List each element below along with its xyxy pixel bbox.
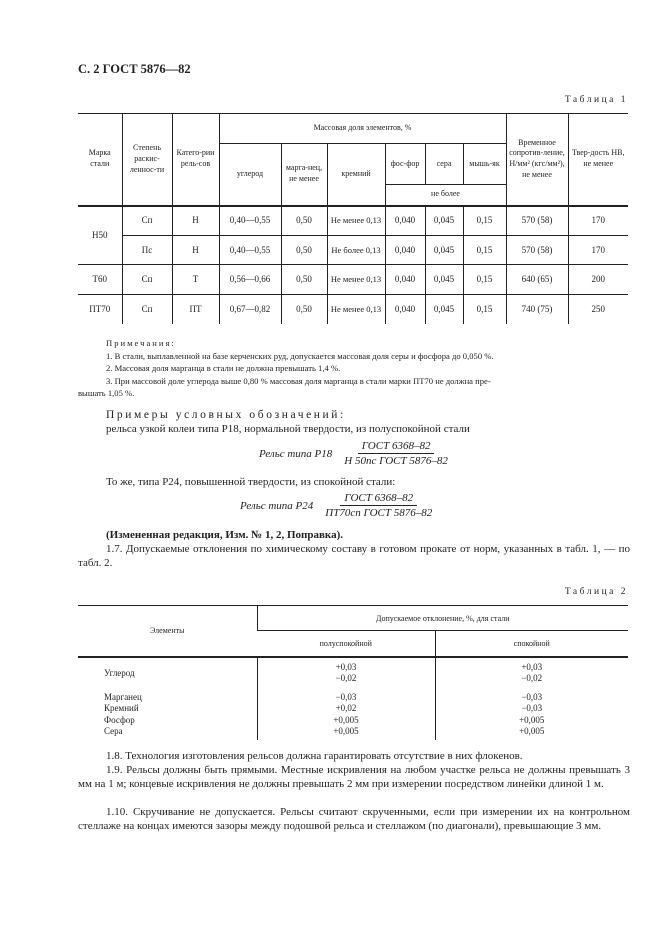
cell-si: Не менее 0,13: [327, 294, 385, 324]
table2-caption: Таблица 2: [564, 587, 628, 597]
cell-semi: +0,02: [257, 703, 435, 715]
cell-deox: Сп: [122, 206, 172, 236]
cell-p: 0,040: [385, 294, 425, 324]
cell-deox: Сп: [122, 294, 172, 324]
cell-as: 0,15: [463, 235, 506, 265]
designation-denominator: ПТ70сп ГОСТ 5876–82: [325, 507, 433, 519]
note-item: 1. В стали, выплавленной на базе керченских руд, допускается массовая доля серы и фосфора до 0,050 %.: [106, 350, 494, 361]
col-silicon: кремний: [327, 144, 385, 206]
cell-c: 0,56—0,66: [219, 265, 281, 295]
examples-title: Примеры условных обозначений:: [106, 409, 346, 421]
col-elements: Элементы: [78, 606, 257, 657]
cell-semi: −0,03: [257, 688, 435, 704]
cell-mn: 0,50: [281, 206, 327, 236]
cell-grade: Н50: [78, 206, 122, 265]
table-row: [78, 265, 628, 295]
revision-note: (Измененная редакция, Изм. № 1, 2, Поправка).: [106, 529, 343, 541]
table-row: [78, 703, 628, 715]
col-mass-fraction: Массовая доля элементов, %: [219, 114, 506, 144]
example1-text: рельса узкой колеи типа Р18, нормальной твердости, из полуспокойной стали: [106, 423, 470, 435]
cell-killed: −0,03: [435, 688, 628, 704]
example2-text: То же, типа Р24, повышенной твердости, из спокойной стали:: [106, 476, 396, 488]
cell-c: 0,40—0,55: [219, 235, 281, 265]
cell-cat: Т: [172, 265, 219, 295]
cell-element: Сера: [104, 726, 123, 736]
cell-grade: ПТ70: [78, 294, 122, 324]
col-phosphorus: фос-фор: [385, 144, 425, 185]
notes: [78, 337, 630, 400]
paragraph-1-7: 1.7. Допускаемые отклонения по химическому составу в готовом прокате от норм, указанных в табл. 1, — по табл. 2.: [78, 543, 630, 569]
col-arsenic: мышь-як: [463, 144, 506, 185]
col-sulfur: сера: [425, 144, 463, 185]
cell-deox: Сп: [122, 265, 172, 295]
cell-c: 0,40—0,55: [219, 206, 281, 236]
designation-label: Рельс типа Р18: [259, 447, 333, 460]
cell-p: 0,040: [385, 265, 425, 295]
cell-as: 0,15: [463, 265, 506, 295]
col-deviation: Допускаемое отклонение, %, для стали: [257, 606, 628, 631]
page-header: С. 2 ГОСТ 5876—82: [78, 62, 191, 76]
cell-cat: Н: [172, 235, 219, 265]
table1-caption: Таблица 1: [564, 95, 628, 105]
note-item: 2. Массовая доля марганца в стали не должна превышать 1,4 %.: [106, 363, 341, 373]
cell-hb: 170: [568, 235, 628, 265]
cell-str: 570 (58): [506, 206, 568, 236]
col-manganese: марга-нец, не менее: [281, 144, 327, 206]
cell-element: Кремний: [104, 703, 139, 713]
paragraph-1-9: 1.9. Рельсы должны быть прямыми. Местные искривления на любом участке рельса не должны превышать 3 мм на 1 м; концевые искривления не должны превышать 2 мм при измерении посредством линейки длиной 1 м.: [78, 764, 630, 790]
col-hardness: Твер-дость НВ, не менее: [568, 114, 628, 206]
col-strength: Временное сопротив-ление, Н/мм² (кгс/мм²), не менее: [506, 114, 568, 206]
cell-element: Марганец: [104, 691, 142, 702]
cell-cat: ПТ: [172, 294, 219, 324]
cell-p: 0,040: [385, 235, 425, 265]
cell-mn: 0,50: [281, 294, 327, 324]
paragraph-1-10: 1.10. Скручивание не допускается. Рельсы считают скрученными, если при измерении их на контрольном стеллаже на концах имеются зазоры между подошвой рельса и стеллажом (по диагонали), превышающие 3 мм.: [78, 806, 630, 832]
cell-deox: Пс: [122, 235, 172, 265]
designation-label: Рельс типа Р24: [240, 499, 314, 512]
cell-killed: −0,03: [435, 703, 628, 715]
cell-p: 0,040: [385, 206, 425, 236]
cell-str: 640 (65): [506, 265, 568, 295]
table-row: [78, 294, 628, 324]
designation-denominator: Н 50пс ГОСТ 5876–82: [344, 455, 448, 467]
cell-semi: +0,005: [257, 715, 435, 727]
col-grade: Марка стали: [78, 114, 122, 206]
table-row: [78, 688, 628, 704]
cell-semi: +0,03 −0,02: [257, 657, 435, 688]
col-carbon: углерод: [219, 144, 281, 206]
cell-s: 0,045: [425, 206, 463, 236]
cell-si: Не менее 0,13: [327, 265, 385, 295]
cell-element: Фосфор: [104, 714, 135, 725]
col-not-more: не более: [385, 185, 506, 206]
notes-title: Примечания:: [106, 338, 176, 348]
col-killed: спокойной: [435, 631, 628, 657]
table-row: [78, 657, 628, 688]
example1-designation: [259, 440, 452, 467]
cell-si: Не менее 0,13: [327, 206, 385, 236]
paragraph-1-8: 1.8. Технология изготовления рельсов должна гарантировать отсутствие в них флокенов.: [106, 750, 523, 762]
cell-hb: 250: [568, 294, 628, 324]
designation-numerator: ГОСТ 6368–82: [340, 492, 417, 506]
example2-designation: [240, 492, 436, 519]
cell-mn: 0,50: [281, 235, 327, 265]
cell-semi: +0,005: [257, 726, 435, 740]
cell-killed: +0,03 −0,02: [435, 657, 628, 688]
cell-s: 0,045: [425, 235, 463, 265]
cell-killed: +0,005: [435, 726, 628, 740]
table-1: [78, 113, 628, 324]
cell-mn: 0,50: [281, 265, 327, 295]
designation-numerator: ГОСТ 6368–82: [358, 440, 435, 454]
col-category: Катего-рии рель-сов: [172, 114, 219, 206]
table-row: [78, 206, 628, 236]
cell-as: 0,15: [463, 206, 506, 236]
cell-element: Углерод: [104, 667, 135, 678]
cell-hb: 170: [568, 206, 628, 236]
col-semi-killed: полуспокойной: [257, 631, 435, 657]
table-row: [78, 235, 628, 265]
col-deoxidation: Степень раскис-леннос-ти: [122, 114, 172, 206]
cell-cat: Н: [172, 206, 219, 236]
table-2: [78, 605, 628, 740]
table-row: [78, 726, 628, 740]
note-item: вышать 1,05 %.: [78, 388, 135, 398]
cell-s: 0,045: [425, 294, 463, 324]
table-row: [78, 715, 628, 727]
note-item: 3. При массовой доле углерода выше 0,80 % массовая доля марганца в стали марки ПТ70 не должна пре-: [106, 375, 491, 386]
cell-grade: Т60: [78, 265, 122, 295]
cell-str: 570 (58): [506, 235, 568, 265]
cell-c: 0,67—0,82: [219, 294, 281, 324]
cell-as: 0,15: [463, 294, 506, 324]
cell-si: Не более 0,13: [327, 235, 385, 265]
cell-str: 740 (75): [506, 294, 568, 324]
cell-killed: +0,005: [435, 715, 628, 727]
cell-s: 0,045: [425, 265, 463, 295]
cell-hb: 200: [568, 265, 628, 295]
